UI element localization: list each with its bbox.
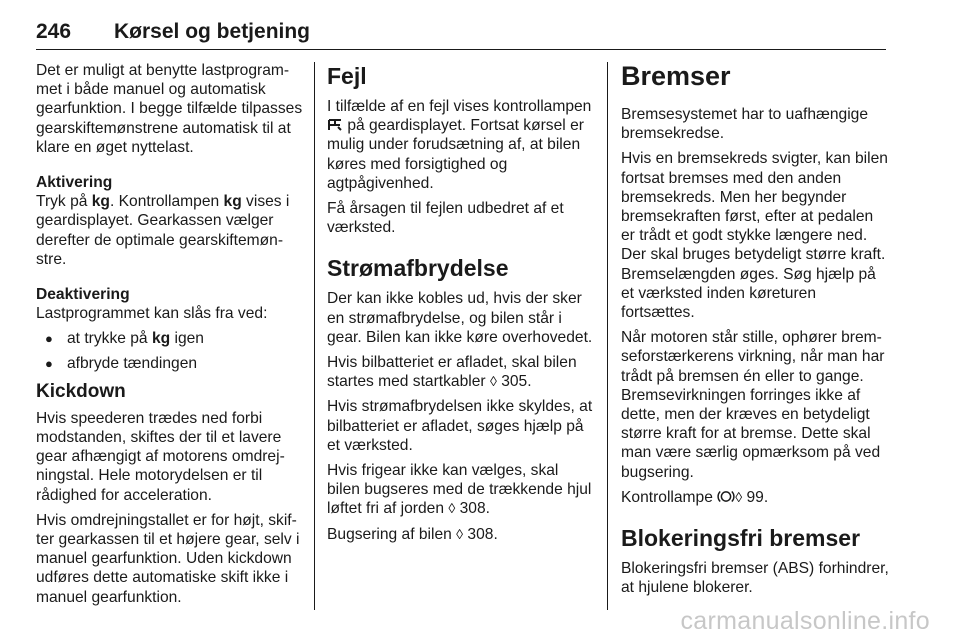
page-reference-icon: ◊ xyxy=(735,488,743,505)
column-divider xyxy=(314,62,315,610)
abs-paragraph: Blokeringsfri bremser (ABS) forhindrer, at hjulene blokerer. xyxy=(621,560,889,597)
stroem-paragraph: Der kan ikke kobles ud, hvis der sker en strømafbrydelse, og bilen står i gear. Bilen kan ikke køre overhovedet. xyxy=(327,290,593,346)
page-number: 246 xyxy=(36,20,72,43)
column-middle xyxy=(327,61,595,550)
fejl-paragraph: I tilfælde af en fejl vises kontrollampen på geardisplayet. Fortsat kørsel er mulig under forudsætning af, at bilen køres med forsigtighed og agtpågivenhed. xyxy=(327,98,592,192)
kickdown-paragraph: Hvis omdrejningstallet er for højt, skifter gearkassen til et højere gear, selv i manuel gearfunktion. Uden kickdown udføres dette automatiske skift ikke i manuel gearfunktion. xyxy=(36,511,300,606)
stroem-paragraph: Hvis frigear ikke kan vælges, skal bilen bugseres med de trækkende hjul løftet fri af jorden ◊ 308. xyxy=(327,462,592,518)
page-reference-icon: ◊ xyxy=(489,373,497,390)
stroemafbrydelse-heading: Strømafbrydelse xyxy=(327,255,509,282)
aktivering-paragraph: Tryk på kg. Kontrollampen kg vises i geardisplayet. Gearkassen vælger derefter de optimale gearskiftemønstre. xyxy=(36,193,290,268)
deaktivering-paragraph: Lastprogrammet kan slås fra ved: xyxy=(36,305,268,323)
column-left xyxy=(36,61,304,613)
bremser-paragraph: Kontrollampe ◊ 99. xyxy=(621,488,769,506)
bullet-icon: ● xyxy=(45,355,53,371)
page-header xyxy=(36,18,886,50)
chapter-title: Kørsel og betjening xyxy=(114,20,311,43)
stroem-paragraph: Hvis strømafbrydelsen ikke skyldes, at bilbatteriet er afladet, søges hjælp på et værksted. xyxy=(327,398,593,454)
bremser-paragraph: Når motoren står stille, ophører bremseforstærkerens virkning, når man har trådt på bremsen én eller to gange. Bremsevirkningen forringes ikke af dette, men der kræves en betydeligt større kraft for at bremse. Dette skal man være særlig opmærksom på ved bugsering. xyxy=(621,329,885,481)
column-right xyxy=(621,61,891,603)
fejl-heading: Fejl xyxy=(327,63,367,89)
kg-label: kg xyxy=(223,193,242,211)
bremser-paragraph: Hvis en bremsekreds svigter, kan bilen fortsat bremses med den anden bremsekreds. Men her begynder bremsekraften først, efter at pedalen er trådt et godt stykke længere ned. Der skal bruges betydeligt større kraft. Bremselængden øges. Søg hjælp på et værksted inden køreturen fortsættes. xyxy=(621,150,888,322)
kg-label: kg xyxy=(91,193,110,211)
list-item: ● afbryde tændingen xyxy=(45,354,198,372)
stroem-paragraph: Bugsering af bilen ◊ 308. xyxy=(327,525,498,543)
kg-label: kg xyxy=(151,330,171,348)
watermark-text: carmanualsonline.info xyxy=(680,607,930,635)
stroem-paragraph: Hvis bilbatteriet er afladet, skal bilen startes med startkabler ◊ 305. xyxy=(327,354,577,391)
page-reference-icon: ◊ xyxy=(448,500,456,517)
bullet-icon: ● xyxy=(45,331,53,347)
aktivering-heading: Aktivering xyxy=(36,174,113,192)
list-item: ● at trykke på kg igen xyxy=(45,330,204,348)
bremser-heading: Bremser xyxy=(621,61,731,91)
bremser-paragraph: Bremsesystemet har to uafhængige bremsekredse. xyxy=(621,106,869,143)
column-divider xyxy=(607,62,608,610)
deaktivering-heading: Deaktivering xyxy=(36,286,130,304)
kickdown-heading: Kickdown xyxy=(36,380,126,402)
abs-heading: Blokeringsfri bremser xyxy=(621,525,861,552)
fejl-paragraph: Få årsagen til fejlen udbedret af et værksted. xyxy=(327,200,564,237)
brake-warning-icon xyxy=(717,489,735,504)
gearbox-fault-icon xyxy=(327,118,343,132)
intro-paragraph: Det er muligt at benytte lastprogrammet i både manuel og automatisk gearfunktion. I begge tilfælde tilpasses gearskiftemønstrene automatisk til at klare en øget nyttelast. xyxy=(36,62,303,156)
deaktivering-list xyxy=(36,329,304,372)
page-reference-icon: ◊ xyxy=(456,525,464,542)
kickdown-paragraph: Hvis speederen trædes ned forbi modstanden, skiftes der til et lavere gear afhængigt af motorens omdrejningstal. Hele motorydelsen er til rådighed for acceleration. xyxy=(36,409,285,504)
